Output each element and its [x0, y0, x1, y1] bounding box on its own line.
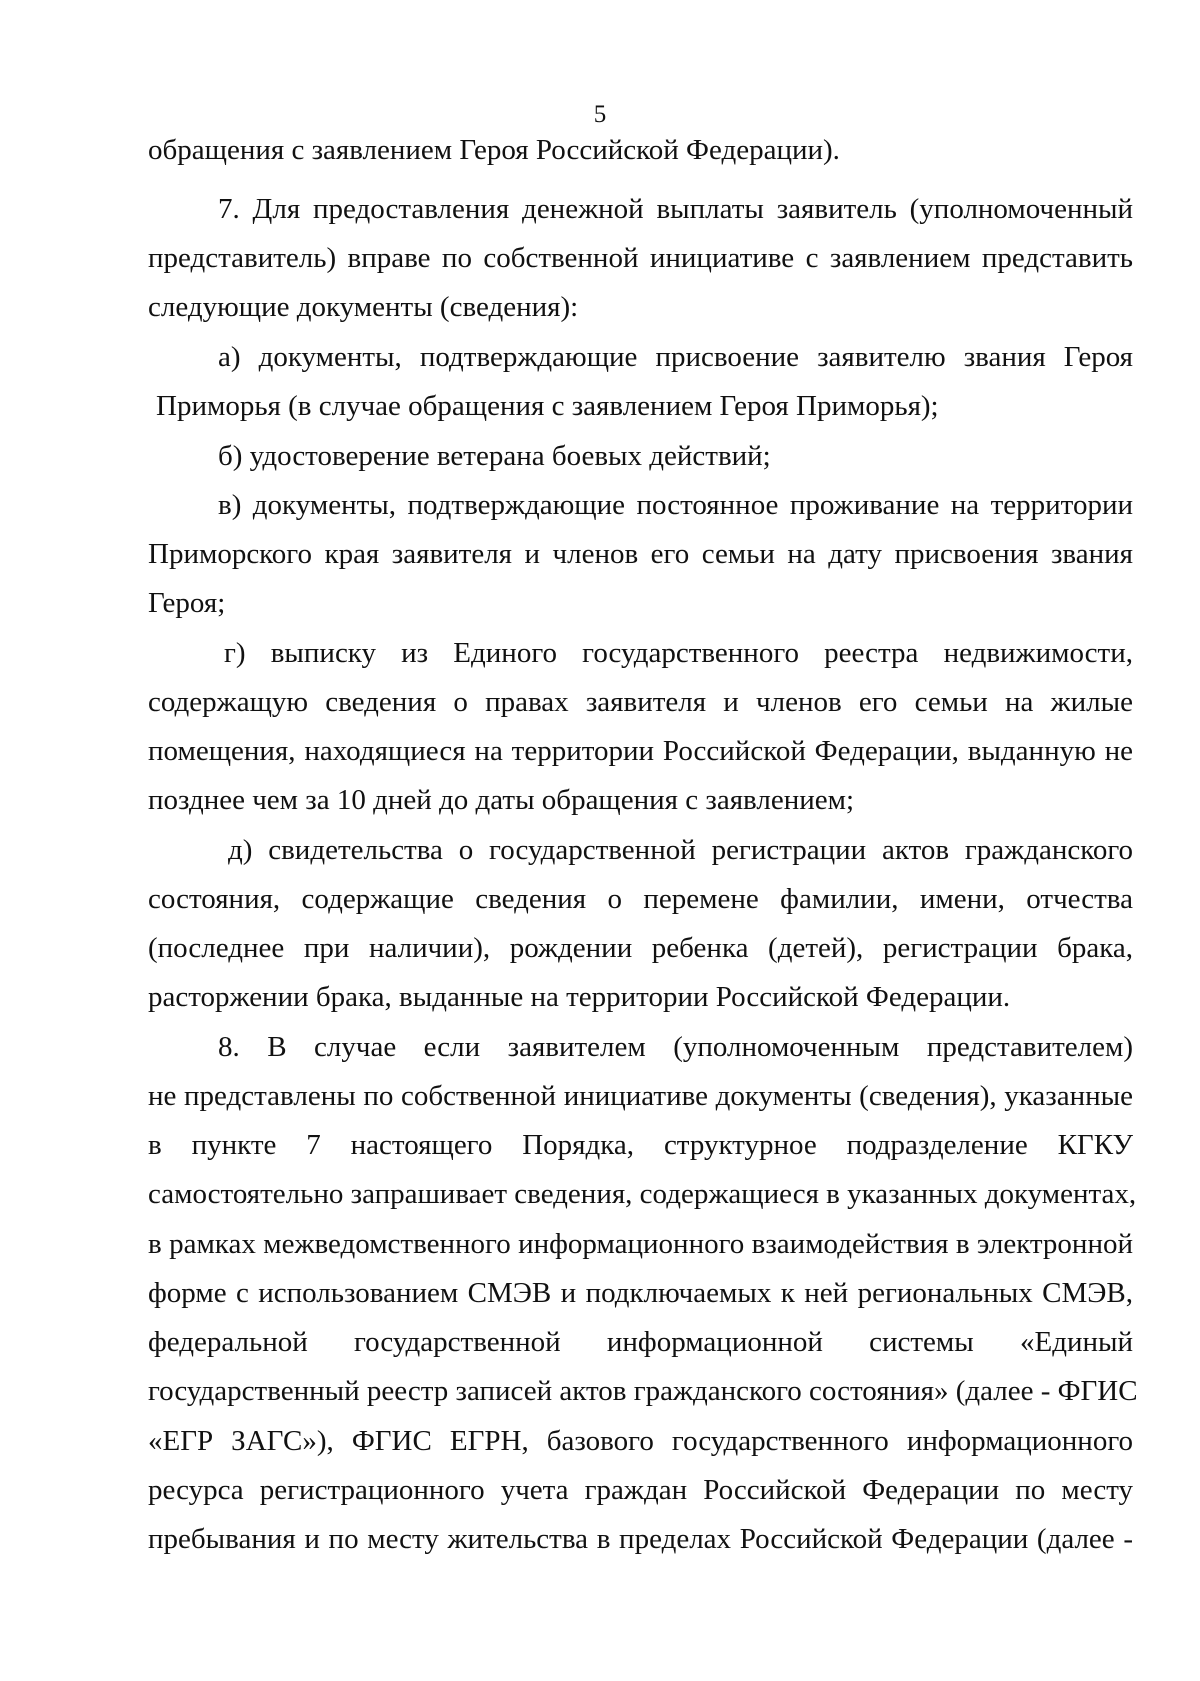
text-line: государственный реестр записей актов гражданского состояния» (далее - ФГИС [148, 1375, 1138, 1407]
text-line: а) документы, подтверждающие присвоение заявителю звания Героя [218, 341, 1133, 373]
text-line: Героя; [148, 587, 226, 619]
text-line: не представлены по собственной инициативе документы (сведения), указанные [148, 1080, 1133, 1112]
text-line: (последнее при наличии), рождении ребенка (детей), регистрации брака, [148, 932, 1133, 964]
text-line: самостоятельно запрашивает сведения, содержащиеся в указанных документах, [148, 1178, 1137, 1210]
text-line: в) документы, подтверждающие постоянное проживание на территории [218, 489, 1133, 521]
text-line: 7. Для предоставления денежной выплаты заявитель (уполномоченный [218, 193, 1133, 225]
text-line: б) удостоверение ветерана боевых действий; [218, 440, 771, 472]
text-line: расторжении брака, выданные на территории Российской Федерации. [148, 981, 1011, 1013]
text-line: представитель) вправе по собственной инициативе с заявлением представить [148, 242, 1133, 274]
text-line: Приморья (в случае обращения с заявлением Героя Приморья); [156, 390, 939, 422]
text-line: позднее чем за 10 дней до даты обращения с заявлением; [148, 784, 855, 816]
text-line: состояния, содержащие сведения о перемене фамилии, имени, отчества [148, 883, 1133, 915]
text-line: пребывания и по месту жительства в пределах Российской Федерации (далее - [148, 1523, 1133, 1555]
text-line: ресурса регистрационного учета граждан Российской Федерации по месту [148, 1474, 1133, 1506]
text-line: форме с использованием СМЭВ и подключаемых к ней региональных СМЭВ, [148, 1277, 1133, 1309]
text-line: г) выписку из Единого государственного реестра недвижимости, [224, 637, 1133, 669]
text-line: обращения с заявлением Героя Российской Федерации). [148, 134, 840, 166]
text-line: Приморского края заявителя и членов его семьи на дату присвоения звания [148, 538, 1133, 570]
text-line: федеральной государственной информационной системы «Единый [148, 1326, 1133, 1358]
text-line: 8. В случае если заявителем (уполномоченным представителем) [218, 1031, 1133, 1063]
text-line: д) свидетельства о государственной регистрации актов гражданского [228, 834, 1133, 866]
page-number: 5 [593, 101, 607, 128]
text-line: помещения, находящиеся на территории Российской Федерации, выданную не [148, 735, 1133, 767]
text-line: содержащую сведения о правах заявителя и членов его семьи на жилые [148, 686, 1133, 718]
text-line: следующие документы (сведения): [148, 291, 579, 323]
text-line: «ЕГР ЗАГС»), ФГИС ЕГРН, базового государственного информационного [148, 1425, 1133, 1457]
text-line: в пункте 7 настоящего Порядка, структурное подразделение КГКУ [148, 1129, 1133, 1161]
text-line: в рамках межведомственного информационного взаимодействия в электронной [148, 1228, 1133, 1260]
